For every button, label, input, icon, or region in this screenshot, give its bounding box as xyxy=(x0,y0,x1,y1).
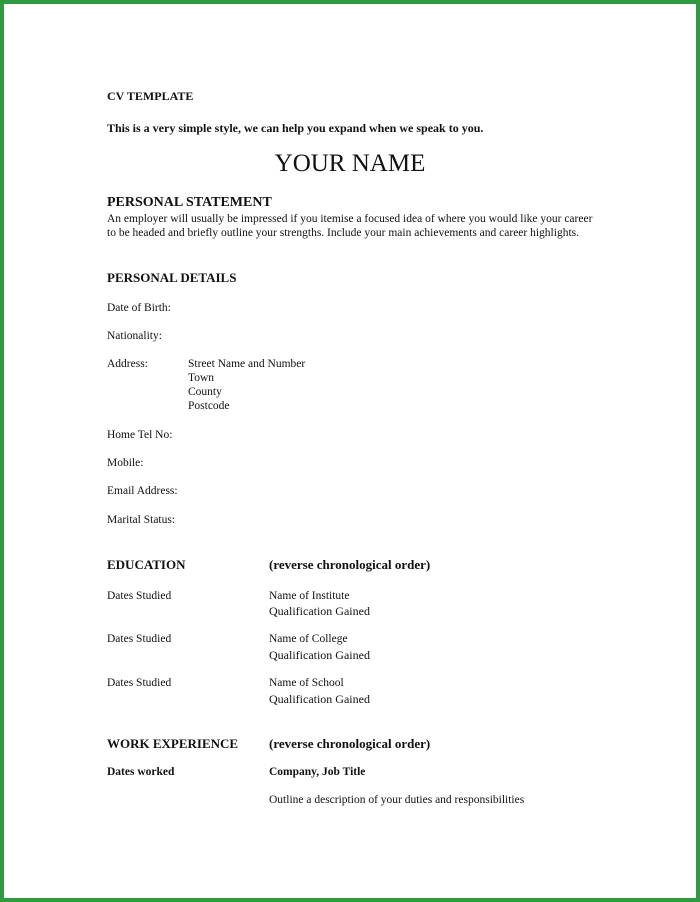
date-of-birth-label: Date of Birth: xyxy=(107,302,171,314)
work-experience-heading: WORK EXPERIENCE xyxy=(107,736,239,751)
personal-statement-heading: PERSONAL STATEMENT xyxy=(107,195,272,210)
intro-text: This is a very simple style, we can help you expand when we speak to you. xyxy=(107,121,484,135)
dates-worked-label: Dates worked xyxy=(107,766,175,778)
education-institute: Name of School xyxy=(269,677,344,689)
education-dates: Dates Studied xyxy=(107,590,172,602)
mobile-label: Mobile: xyxy=(107,457,144,469)
address-line: Street Name and Number xyxy=(188,358,306,370)
work-order-note: (reverse chronological order) xyxy=(269,736,431,751)
education-institute: Name of Institute xyxy=(269,590,350,602)
nationality-label: Nationality: xyxy=(107,330,162,342)
address-line: County xyxy=(188,386,222,398)
marital-status-label: Marital Status: xyxy=(107,514,176,526)
email-address-label: Email Address: xyxy=(107,485,178,497)
personal-details-heading: PERSONAL DETAILS xyxy=(107,270,237,285)
company-job-title: Company, Job Title xyxy=(269,766,366,778)
address-label: Address: xyxy=(107,358,148,370)
personal-statement-text: An employer will usually be impressed if you itemise a focused idea of where you would like your career to be headed and briefly outline your strengths. Include your main achievements and career highlights. xyxy=(107,213,593,239)
education-qualification: Qualification Gained xyxy=(269,692,370,706)
address-line: Postcode xyxy=(188,400,230,412)
address-line: Town xyxy=(188,372,215,384)
duties-description: Outline a description of your duties and responsibilities xyxy=(269,794,525,806)
education-heading: EDUCATION xyxy=(107,557,186,572)
education-dates: Dates Studied xyxy=(107,633,172,645)
education-order-note: (reverse chronological order) xyxy=(269,557,431,572)
education-qualification: Qualification Gained xyxy=(269,648,370,662)
your-name-title: YOUR NAME xyxy=(274,150,426,177)
education-institute: Name of College xyxy=(269,633,348,645)
home-tel-label: Home Tel No: xyxy=(107,429,173,441)
education-qualification: Qualification Gained xyxy=(269,604,370,618)
cv-template-label: CV TEMPLATE xyxy=(107,89,194,103)
education-dates: Dates Studied xyxy=(107,677,172,689)
